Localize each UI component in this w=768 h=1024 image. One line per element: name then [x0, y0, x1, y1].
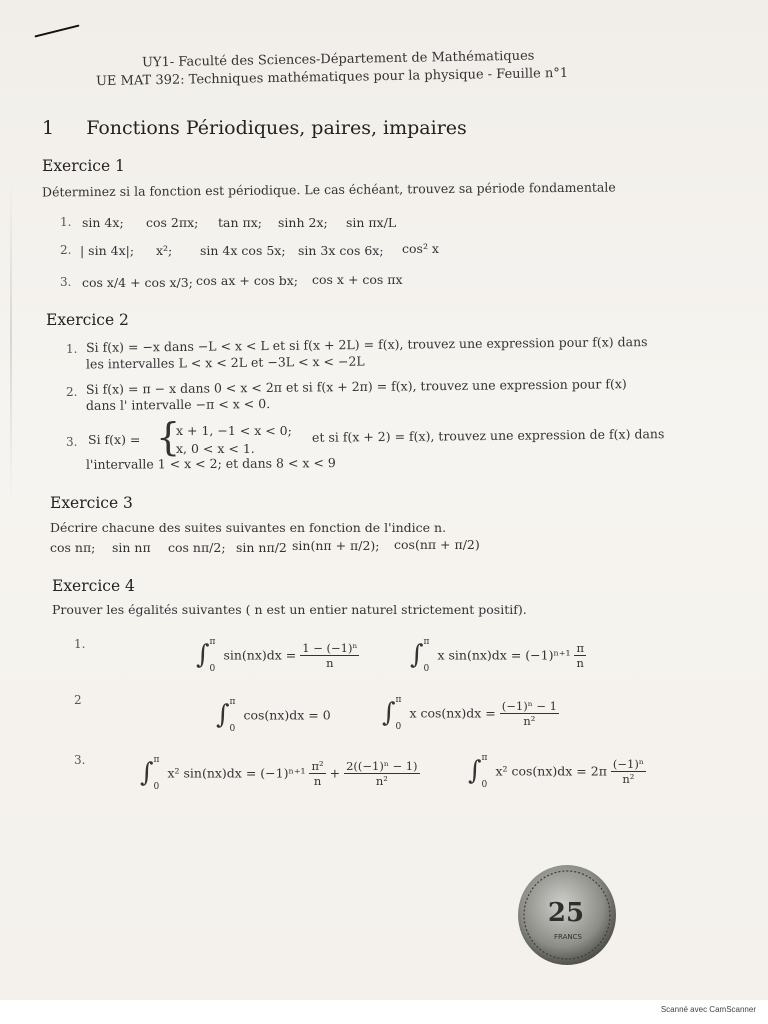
upper-limit: π [209, 637, 216, 647]
ex4-item-3-formula-2 [468, 753, 646, 790]
denominator: n [313, 773, 322, 788]
ex3-expr-f: cos(nπ + π/2) [394, 537, 480, 552]
ex1-item-2-number: 2. [60, 243, 72, 257]
ex4-item-1-number: 1. [74, 637, 86, 651]
formula-lhs: cos(nx)dx = 0 [243, 707, 331, 723]
ex4-item-2-formula-1 [216, 697, 331, 734]
ex2-item-3-case-1: x + 1, −1 < x < 0; [176, 423, 292, 438]
denominator: n² [523, 713, 536, 728]
exercise-3-title: Exercice 3 [50, 494, 133, 512]
ex4-item-1-formula-1 [196, 637, 359, 674]
ex2-item-3-line-2: l'intervalle 1 < x < 2; et dans 8 < x < 9 [85, 455, 336, 472]
formula-lhs: x cos(nx)dx = [409, 705, 496, 721]
denominator: n² [622, 771, 635, 786]
ex1-item-1-expr-b: cos 2πx; [146, 215, 199, 230]
section-heading [42, 117, 467, 139]
integral-sign: ∫ [196, 640, 210, 670]
ex1-item-1-expr-a: sin 4x; [82, 215, 124, 230]
numerator: (−1)ⁿ [612, 756, 644, 771]
ex1-item-2-expr-d: sin 3x cos 6x; [298, 243, 384, 258]
ex3-expr-b: sin nπ [112, 540, 151, 555]
piecewise-brace: { [156, 415, 181, 459]
lower-limit: 0 [481, 780, 488, 790]
exercise-2-title: Exercice 2 [46, 311, 129, 329]
ex1-item-3-expr-a: cos x/4 + cos x/3; [82, 275, 193, 290]
ex3-expr-e: sin(nπ + π/2); [292, 538, 380, 553]
header-line-2: UE MAT 392: Techniques mathématiques pour la physique - Feuille n°1 [95, 65, 569, 90]
numerator: 1 − (−1)ⁿ [302, 640, 358, 655]
integral-sign: ∫ [382, 698, 396, 728]
ex2-item-2-number: 2. [66, 385, 78, 399]
ex3-expr-d: sin nπ/2 [236, 540, 287, 555]
lower-limit: 0 [153, 782, 160, 792]
coin-label: FRANCS [554, 933, 582, 941]
coin-value: 25 [547, 898, 585, 928]
fraction [344, 759, 419, 788]
pen-mark [34, 24, 79, 37]
ex1-item-2-expr-a: | sin 4x|; [80, 243, 135, 258]
ex1-item-3-expr-b: cos ax + cos bx; [196, 273, 299, 288]
fraction [611, 757, 646, 786]
lower-limit: 0 [229, 724, 236, 734]
fraction [300, 641, 359, 670]
ex1-item-1-expr-c: tan πx; [218, 215, 262, 230]
integral-sign: ∫ [410, 640, 424, 670]
upper-limit: π [229, 697, 236, 707]
ex1-item-2-expr-e: cos² x [402, 241, 439, 256]
lower-limit: 0 [423, 664, 430, 674]
ex4-item-3-formula-1 [140, 755, 420, 792]
ex2-item-3-case-2: x, 0 < x < 1. [176, 441, 255, 456]
ex4-item-3-number: 3. [74, 753, 86, 767]
denominator: n [576, 655, 584, 670]
formula-lhs: x sin(nx)dx = (−1)ⁿ⁺¹ [437, 647, 571, 663]
ex1-item-2-expr-b: x²; [156, 243, 173, 258]
upper-limit: π [153, 755, 160, 765]
ex2-item-1-line-1: Si f(x) = −x dans −L < x < L et si f(x + 2L) = f(x), trouvez une expression pour f(x) dans [85, 334, 648, 355]
upper-limit: π [395, 695, 402, 705]
ex2-item-1-number: 1. [66, 342, 78, 356]
ex4-item-2-formula-2 [382, 695, 559, 732]
formula-lhs: sin(nx)dx = [223, 647, 297, 663]
numerator: π² [311, 758, 324, 773]
integral-sign: ∫ [140, 758, 154, 788]
exercise-4-instruction: Prouver les égalités suivantes ( n est un entier naturel strictement positif). [52, 602, 527, 617]
formula-lhs: x² cos(nx)dx = 2π [495, 763, 607, 779]
exercise-1-instruction: Déterminez si la fonction est périodique. Le cas échéant, trouvez sa période fondamentale [41, 179, 616, 200]
ex2-item-2-line-2: dans l' intervalle −π < x < 0. [85, 396, 271, 413]
ex1-item-1-number: 1. [60, 215, 72, 229]
upper-limit: π [481, 753, 488, 763]
formula-lhs: x² sin(nx)dx = (−1)ⁿ⁺¹ [167, 765, 306, 781]
ex2-item-3-number: 3. [66, 435, 78, 449]
ex1-item-1-expr-d: sinh 2x; [278, 215, 328, 230]
integral-sign: ∫ [216, 700, 230, 730]
upper-limit: π [423, 637, 430, 647]
ex1-item-3-number: 3. [60, 275, 72, 289]
section-number: 1 [42, 117, 55, 139]
plus-sign: + [329, 765, 341, 781]
section-title: Fonctions Périodiques, paires, impaires [86, 117, 467, 139]
ex1-item-2-expr-c: sin 4x cos 5x; [200, 243, 286, 258]
camscanner-footer: Scanné avec CamScanner [660, 1005, 756, 1014]
numerator: 2((−1)ⁿ − 1) [346, 758, 418, 773]
ex3-expr-a: cos nπ; [50, 540, 96, 555]
exercise-1-title: Exercice 1 [42, 157, 125, 175]
lower-limit: 0 [209, 664, 216, 674]
fraction [574, 641, 586, 670]
integral-sign: ∫ [468, 756, 482, 786]
ex4-item-2-number: 2 [74, 693, 82, 707]
ex1-item-1-expr-e: sin πx/L [346, 215, 397, 230]
numerator: (−1)ⁿ − 1 [501, 698, 557, 713]
ex1-item-3-expr-c: cos x + cos πx [312, 272, 403, 287]
denominator: n [326, 655, 334, 670]
exercise-3-instruction: Décrire chacune des suites suivantes en fonction de l'indice n. [50, 520, 447, 535]
fraction [309, 759, 325, 788]
lower-limit: 0 [395, 722, 402, 732]
header-line-1: UY1- Faculté des Sciences-Département de Mathématiques [141, 48, 535, 71]
ex3-expr-c: cos nπ/2; [168, 540, 226, 555]
denominator: n² [375, 773, 388, 788]
ex4-item-1-formula-2 [410, 637, 586, 674]
coin-image [516, 863, 618, 967]
ex2-item-3-prefix: Si f(x) = [88, 432, 141, 447]
ex2-item-3-suffix: et si f(x + 2) = f(x), trouvez une expression de f(x) dans [311, 426, 665, 445]
page-edge-shadow [10, 180, 12, 500]
ex2-item-1-line-2: les intervalles L < x < 2L et −3L < x < −2L [85, 353, 365, 372]
fraction [500, 699, 559, 728]
numerator: π [576, 640, 585, 655]
exercise-4-title: Exercice 4 [52, 577, 135, 595]
ex2-item-2-line-1: Si f(x) = π − x dans 0 < x < 2π et si f(x + 2π) = f(x), trouvez une expression pour f(x) [85, 376, 627, 397]
